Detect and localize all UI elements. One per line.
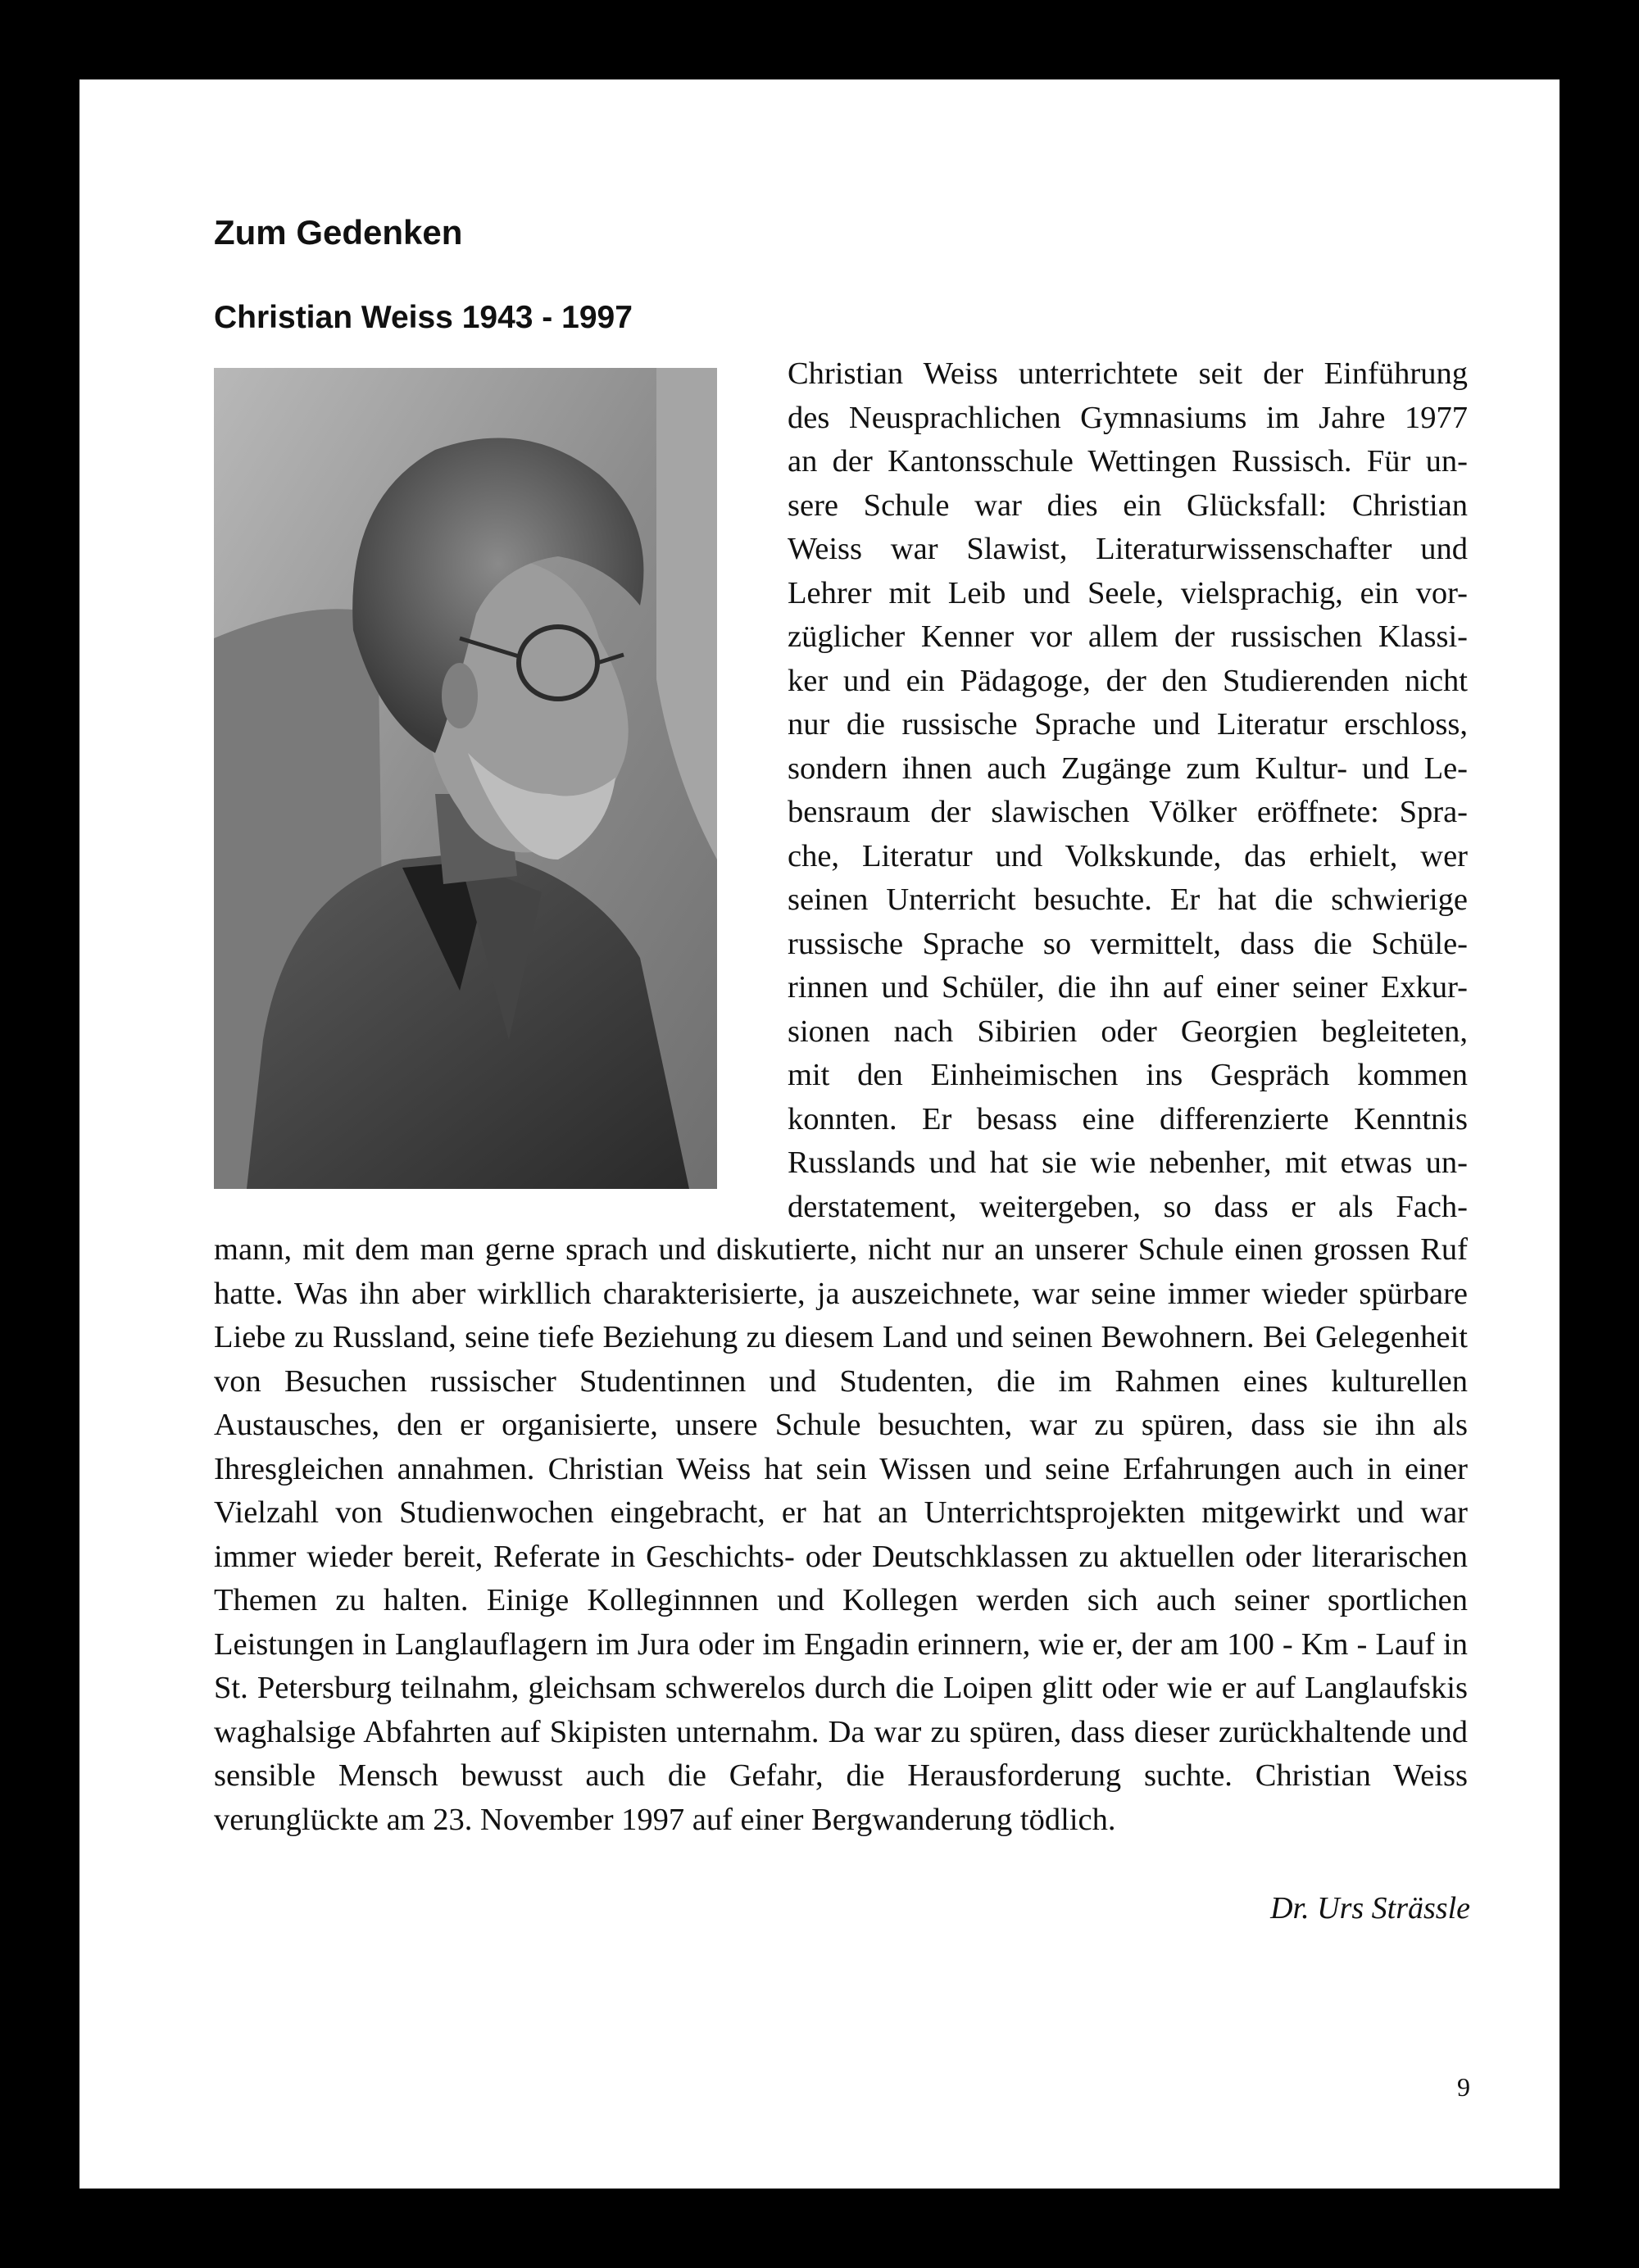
- text-line: Lehrer mit Leib und Seele, vielsprachig, ein vor-: [788, 575, 1468, 610]
- text-line: bensraum der slawischen Völker eröffnete: Spra-: [788, 795, 1468, 829]
- text-line: Christian Weiss unterrichtete seit der Einführung: [788, 356, 1468, 391]
- page-number: 9: [1457, 2072, 1470, 2102]
- author-signature: Dr. Urs Strässle: [1270, 1891, 1470, 1926]
- text-line: ker und ein Pädagoge, der den Studierenden nicht: [788, 663, 1468, 698]
- text-line: rinnen und Schüler, die ihn auf einer seiner Exkur-: [788, 970, 1468, 1005]
- article-column-text: [788, 352, 1468, 1229]
- text-line: züglicher Kenner vor allem der russischen Klassi-: [788, 619, 1468, 654]
- text-line: sionen nach Sibirien oder Georgien begleiteten,: [788, 1014, 1468, 1049]
- text-line: des Neusprachlichen Gymnasiums im Jahre 1977: [788, 400, 1468, 435]
- text-line: mit den Einheimischen ins Gespräch kommen: [788, 1058, 1468, 1092]
- article-continuation-text: mann, mit dem man gerne sprach und diskutierte, nicht nur an unserer Schule einen grossen Ruf hatte. Was ihn aber wirkllich charakterisierte, ja auszeichnete, war seine immer wieder spürbare Liebe zu Russland, seine tiefe Beziehung zu diesem Land und seinen Bewohnern. Bei Gelegenheit von Besuchen russischer Studentinnen und Studenten, die im Rahmen eines kulturellen Austausches, den er organisierte, unsere Schule besuchten, war zu spüren, dass sie ihn als Ihresgleichen annahmen. Christian Weiss hat sein Wissen und seine Erfahrungen auch in einer Vielzahl von Studienwochen eingebracht, er hat an Unterrichtsprojekten mitgewirkt und war immer wieder bereit, Referate in Geschichts- oder Deutschklassen zu aktuellen oder literarischen Themen zu halten. Einige Kolleginnnen und Kollegen werden sich auch seiner sportlichen Leistungen in Langlauflagern im Jura oder im Engadin erinnern, wie er, der am 100 - Km - Lauf in St. Petersburg teilnahm, gleichsam schwerelos durch die Loipen glitt oder wie er auf Langlaufskis waghalsige Abfahrten auf Skipisten unternahm. Da war zu spüren, dass dieser zurückhaltende und sensible Mensch bewusst auch die Gefahr, die Herausforderung suchte. Christian Weiss verunglückte am 23. November 1997 auf einer Bergwanderung tödlich.: [214, 1232, 1468, 1837]
- text-line: sondern ihnen auch Zugänge zum Kultur- und Le-: [788, 751, 1468, 786]
- text-line: nur die russische Sprache und Literatur erschloss,: [788, 707, 1468, 742]
- text-line: an der Kantonsschule Wettingen Russisch. Für un-: [788, 444, 1468, 479]
- portrait-photo-graphic: [214, 368, 717, 1189]
- text-line: Weiss war Slawist, Literaturwissenschafter und: [788, 532, 1468, 566]
- text-line: konnten. Er besass eine differenzierte Kenntnis: [788, 1101, 1468, 1136]
- portrait-photo-icon: [214, 368, 717, 1189]
- memorial-subtitle: Christian Weiss 1943 - 1997: [214, 300, 633, 335]
- text-line: russische Sprache so vermittelt, dass die Schüle-: [788, 926, 1468, 961]
- page-title: Zum Gedenken: [214, 213, 463, 252]
- text-line: che, Literatur und Volkskunde, das erhielt, wer: [788, 838, 1468, 873]
- text-line: sere Schule war dies ein Glücksfall: Christian: [788, 488, 1468, 523]
- text-line: derstatement, weitergeben, so dass er als Fach-: [788, 1189, 1468, 1224]
- text-line: Russlands und hat sie wie nebenher, mit etwas un-: [788, 1145, 1468, 1180]
- document-page: [79, 79, 1560, 2189]
- text-line: seinen Unterricht besuchte. Er hat die schwierige: [788, 882, 1468, 917]
